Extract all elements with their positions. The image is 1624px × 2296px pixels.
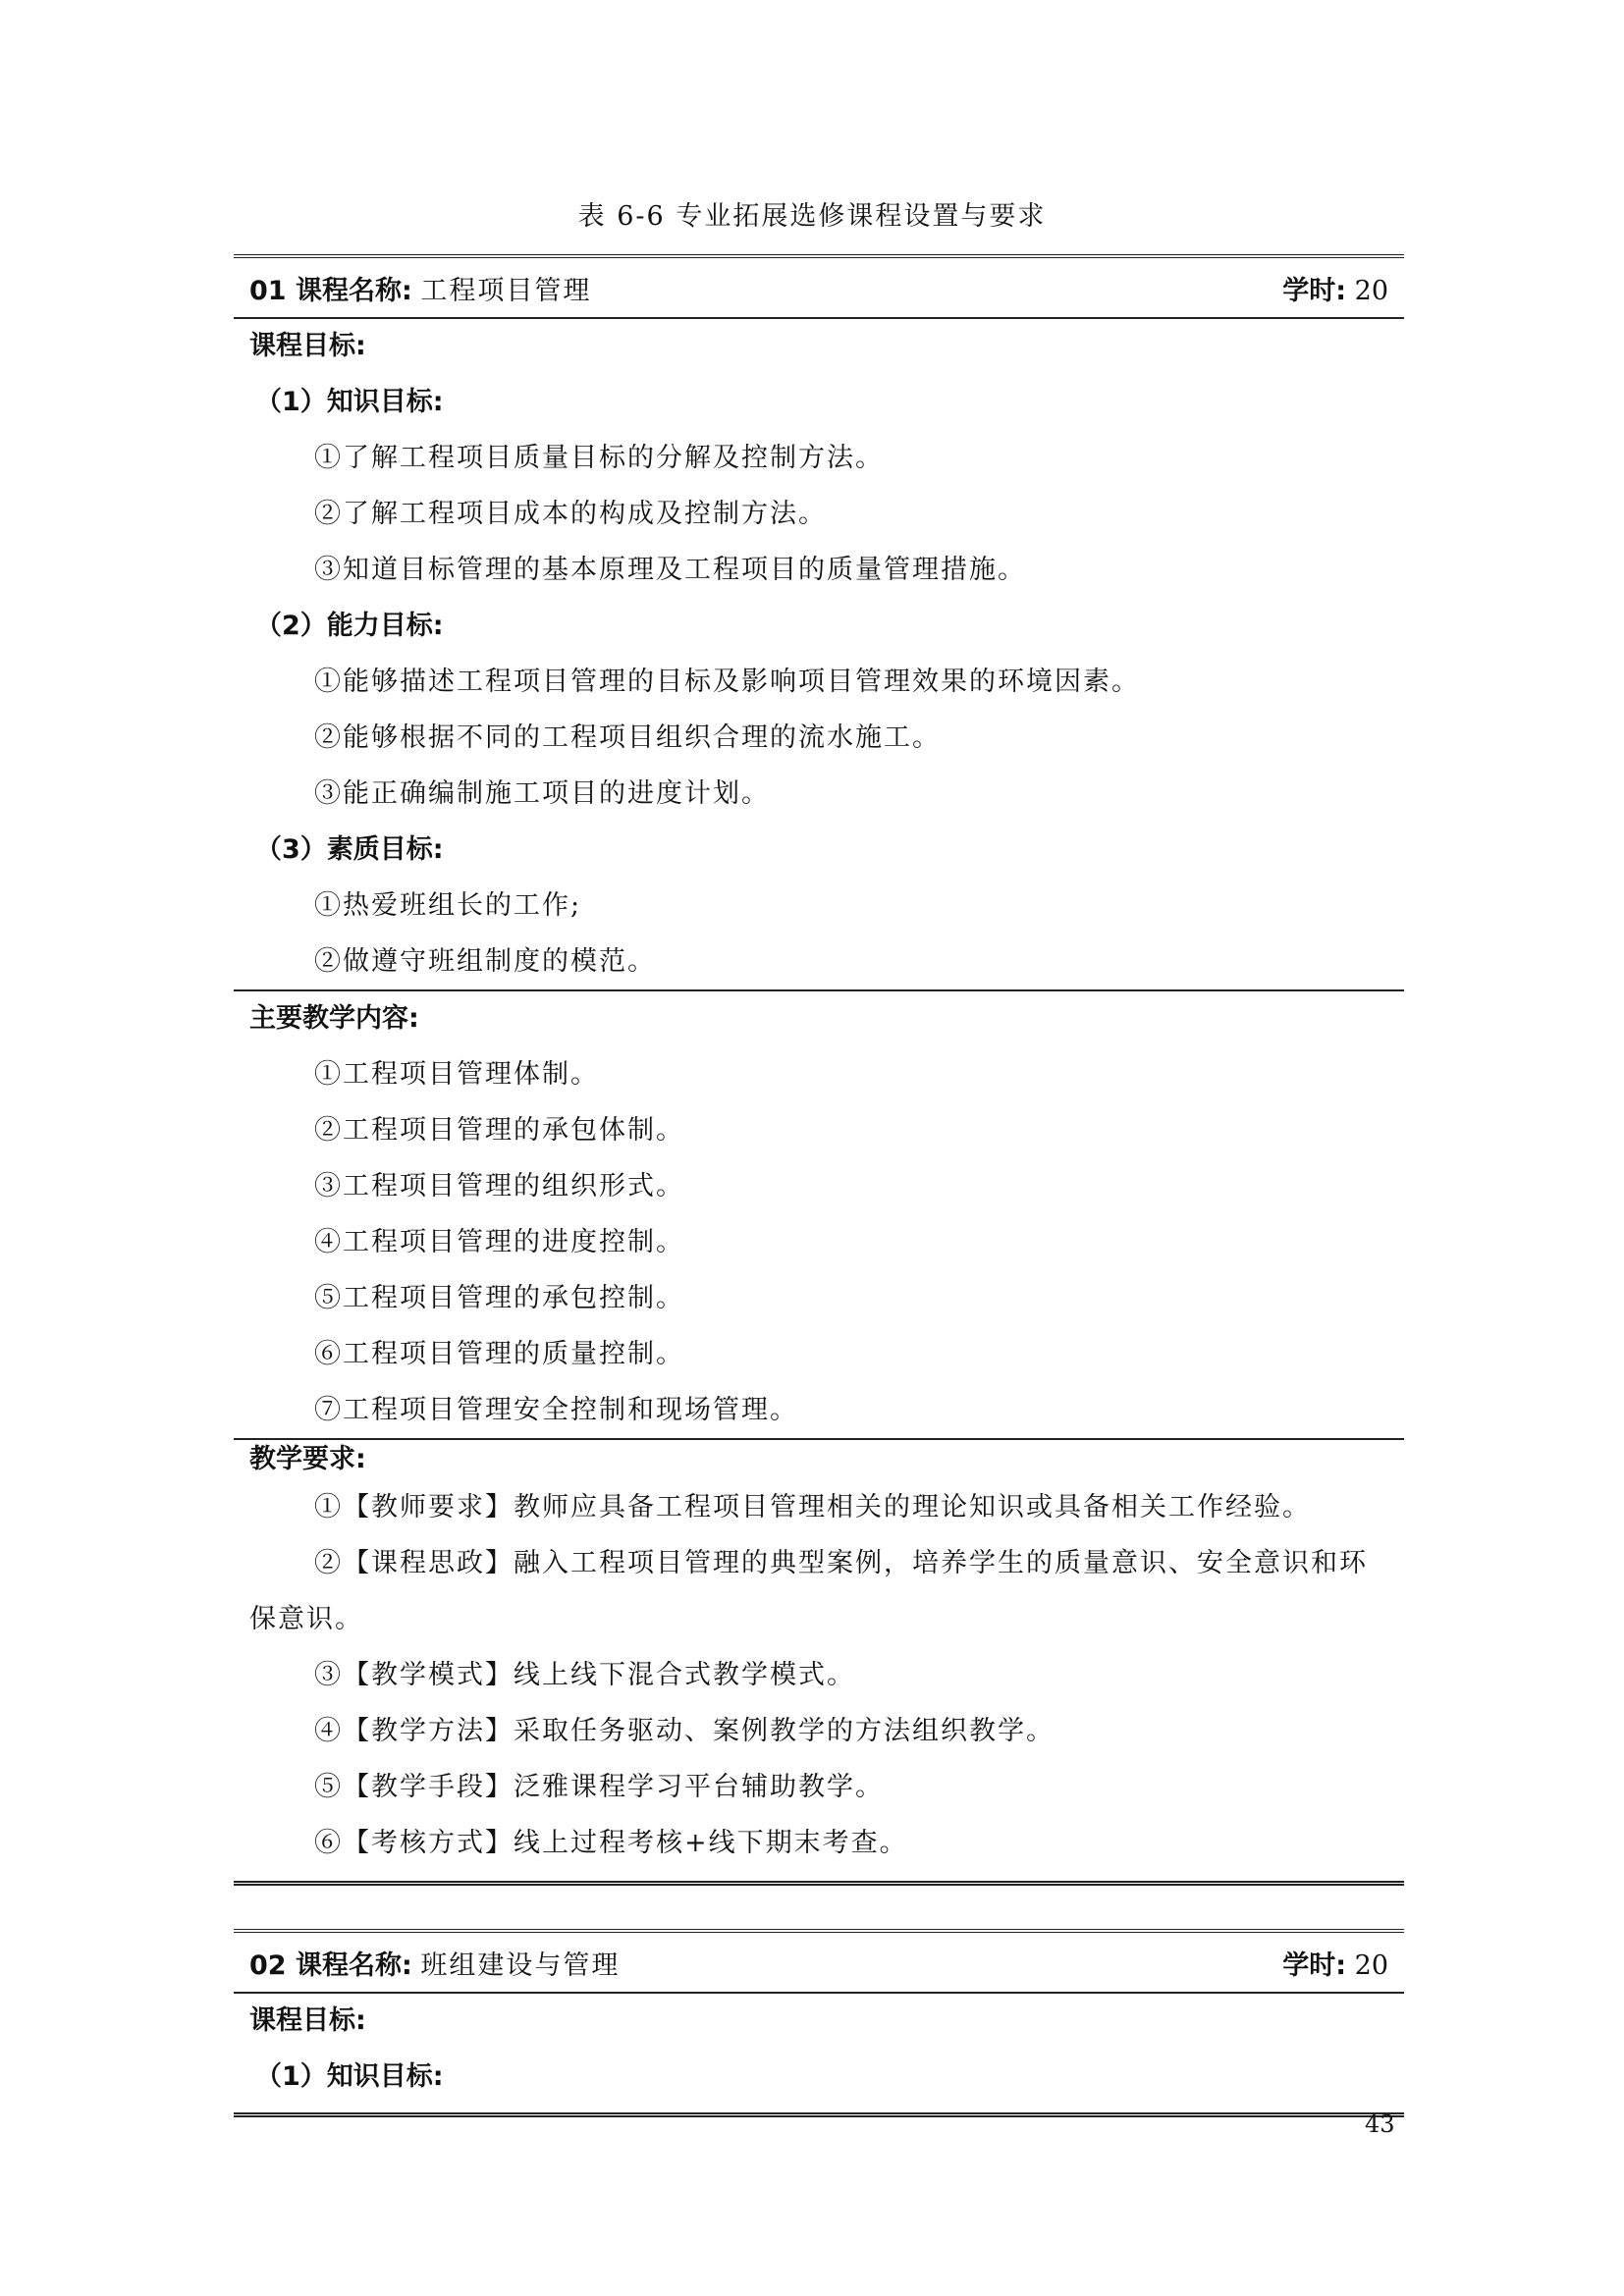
knowledge-item: ①了解工程项目质量目标的分解及控制方法。	[314, 443, 884, 473]
objectives-title: 课程目标:	[249, 331, 366, 361]
requirements-section	[234, 1440, 1404, 1871]
ability-item: ③能正确编制施工项目的进度计划。	[314, 778, 770, 809]
knowledge-item: ③知道目标管理的基本原理及工程项目的质量管理措施。	[314, 555, 1026, 585]
content-title: 主要教学内容:	[249, 1003, 419, 1034]
objectives-section	[234, 1994, 1404, 2105]
course-name: 班组建设与管理	[420, 1949, 621, 1981]
content-item: ①工程项目管理体制。	[314, 1059, 599, 1090]
ability-title: （2）能力目标:	[255, 611, 444, 641]
quality-item: ①热爱班组长的工作;	[314, 890, 582, 921]
course-header	[234, 1933, 1404, 1992]
requirement-item: ②【课程思政】融入工程项目管理的典型案例，培养学生的质量意识、安全意识和环	[314, 1548, 1368, 1578]
hours-label: 学时:	[1282, 275, 1347, 306]
content-item: ⑥工程项目管理的质量控制。	[314, 1339, 684, 1369]
ability-item: ①能够描述工程项目管理的目标及影响项目管理效果的环境因素。	[314, 667, 1140, 697]
content-item: ②工程项目管理的承包体制。	[314, 1115, 684, 1146]
course-name: 工程项目管理	[420, 275, 592, 306]
hours-value: 20	[1354, 1949, 1388, 1981]
requirement-item: ⑤【教学手段】泛雅课程学习平台辅助教学。	[314, 1772, 884, 1802]
content-item: ③工程项目管理的组织形式。	[314, 1171, 684, 1201]
requirements-title: 教学要求:	[249, 1444, 366, 1474]
content-item: ④工程项目管理的进度控制。	[314, 1227, 684, 1257]
requirement-item: ①【教师要求】教师应具备工程项目管理相关的理论知识或具备相关工作经验。	[314, 1492, 1311, 1522]
table-caption: 表 6-6 专业拓展选修课程设置与要求	[577, 201, 1047, 232]
table-bottom-rule	[234, 2112, 1404, 2117]
content-item: ⑤工程项目管理的承包控制。	[314, 1283, 684, 1313]
requirement-item: ④【教学方法】采取任务驱动、案例教学的方法组织教学。	[314, 1716, 1055, 1746]
hours-value: 20	[1354, 275, 1388, 306]
quality-title: （3）素质目标:	[255, 834, 444, 865]
table-bottom-rule	[234, 1881, 1404, 1886]
requirement-item: ⑥【考核方式】线上过程考核+线下期末考查。	[314, 1828, 908, 1858]
course-table-02	[234, 1929, 1404, 2117]
course-header	[234, 258, 1404, 317]
hours-label: 学时:	[1282, 1949, 1347, 1981]
ability-item: ②能够根据不同的工程项目组织合理的流水施工。	[314, 722, 941, 753]
content-section	[234, 991, 1404, 1438]
objectives-section	[234, 319, 1404, 989]
knowledge-title: （1）知识目标:	[255, 2061, 444, 2092]
course-name-label: 02 课程名称:	[249, 1949, 412, 1981]
objectives-title: 课程目标:	[249, 2005, 366, 2036]
course-table-01	[234, 254, 1404, 1886]
page-number: 43	[1365, 2110, 1395, 2138]
knowledge-item: ②了解工程项目成本的构成及控制方法。	[314, 499, 827, 529]
content-item: ⑦工程项目管理安全控制和现场管理。	[314, 1395, 798, 1425]
requirement-item: ③【教学模式】线上线下混合式教学模式。	[314, 1660, 855, 1690]
course-name-label: 01 课程名称:	[249, 275, 412, 306]
knowledge-title: （1）知识目标:	[255, 387, 444, 417]
quality-item: ②做遵守班组制度的模范。	[314, 946, 656, 977]
requirement-item-continued: 保意识。	[249, 1604, 363, 1634]
